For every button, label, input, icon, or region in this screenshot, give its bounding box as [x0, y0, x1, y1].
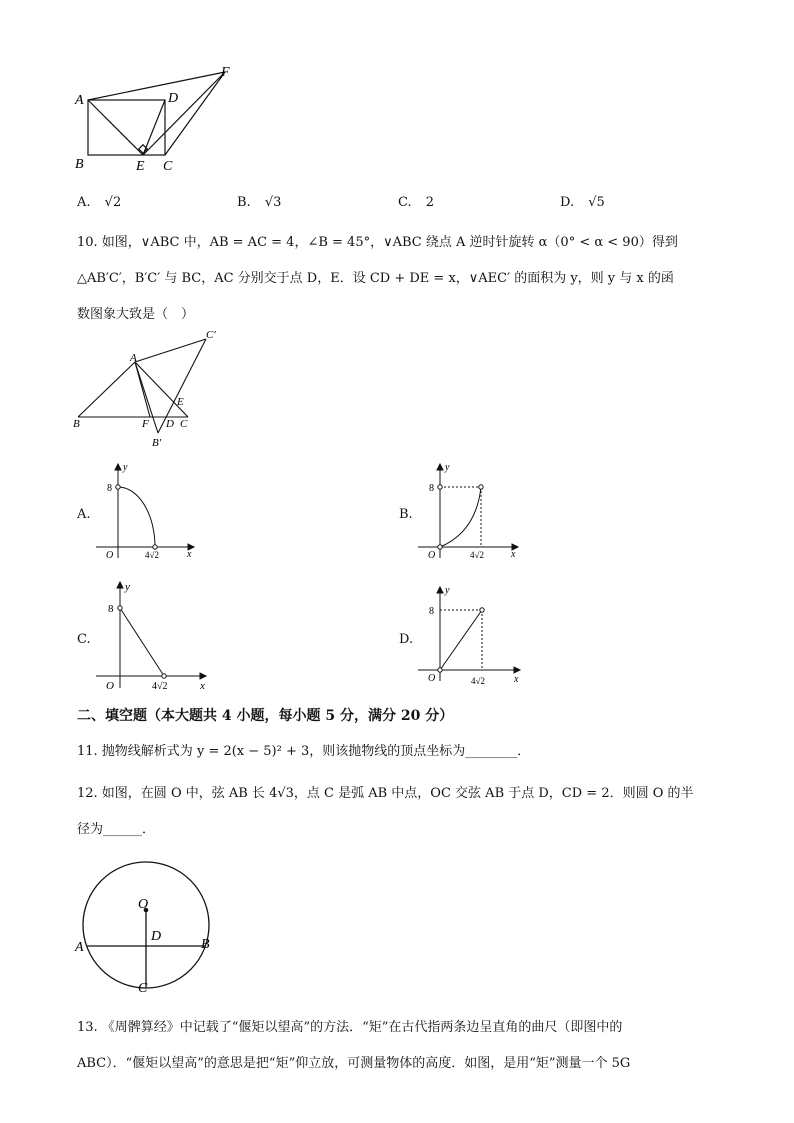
q10-line-2: △AB′C′，B′C′ 与 BC，AC 分别交于点 D，E．设 CD + DE = x，∨AEC′ 的面积为 y，则 y 与 x 的函	[77, 271, 674, 286]
x-tick-label: 4√2	[470, 550, 484, 560]
x-axis-label: x	[200, 680, 205, 692]
y-tick-label: 8	[108, 603, 114, 615]
q13-line-1: 13. 《周髀算经》中记载了“偃矩以望高”的方法．“矩”在古代指两条边呈直角的曲尺（即图中的	[77, 1020, 623, 1035]
option-value: √5	[588, 195, 605, 210]
fig12-label-a: A	[75, 940, 84, 955]
q12-figure	[70, 850, 230, 1000]
fig9-label-e: E	[136, 159, 145, 174]
q9-option-c[interactable]	[398, 195, 434, 210]
x-axis-label: x	[511, 549, 516, 560]
option-value: 2	[425, 195, 435, 210]
y-axis-label: y	[445, 462, 450, 473]
origin-label: O	[106, 680, 114, 692]
q10-figure	[70, 325, 230, 455]
option-letter: A.	[77, 195, 91, 210]
x-tick-label: 4√2	[152, 681, 168, 692]
x-axis-label: x	[187, 549, 192, 560]
option-value: √2	[104, 195, 122, 210]
q10-option-b-letter[interactable]: B.	[399, 507, 413, 522]
fig10-label-a: A	[130, 352, 137, 364]
q9-option-b[interactable]	[237, 195, 281, 210]
fig9-label-b: B	[75, 157, 84, 172]
fig12-label-d: D	[151, 929, 162, 944]
x-axis-label: x	[514, 674, 519, 685]
option-value: √3	[264, 195, 282, 210]
y-axis-label: y	[445, 585, 450, 596]
x-tick-label: 4√2	[471, 676, 485, 686]
y-tick-label: 8	[107, 483, 112, 494]
q10-option-a-graph[interactable]	[92, 460, 202, 560]
fig9-label-a: A	[75, 93, 84, 108]
origin-label: O	[428, 673, 436, 684]
fig10-label-d: D	[166, 418, 174, 430]
fig10-label-cprime: C′	[206, 329, 216, 341]
q10-option-d-graph[interactable]	[414, 583, 526, 688]
fig10-label-f: F	[142, 418, 149, 430]
origin-label: O	[106, 550, 114, 560]
q12-line-2: 径为______．	[77, 822, 156, 837]
section-heading: 二、填空题（本大题共 4 小题，每小题 5 分，满分 20 分）	[77, 708, 454, 724]
q10-option-a-letter[interactable]: A.	[77, 507, 91, 522]
fig12-label-o: O	[138, 897, 149, 912]
origin-label: O	[428, 550, 436, 560]
fig9-label-f: F	[221, 65, 230, 80]
q10-option-b-graph[interactable]	[414, 460, 524, 560]
x-tick-label: 4√2	[145, 550, 159, 560]
q10-option-c-graph[interactable]	[92, 578, 212, 693]
option-letter: C.	[398, 195, 412, 210]
q10-line-1: 10. 如图，∨ABC 中，AB = AC = 4，∠B = 45°，∨ABC 绕点 A 逆时针旋转 α（0° < α < 90）得到	[77, 235, 678, 250]
q10-option-d-letter[interactable]: D.	[399, 632, 414, 647]
fig12-label-c: C	[138, 981, 148, 996]
fig10-label-e: E	[177, 396, 184, 408]
fig12-label-b: B	[201, 937, 210, 952]
q11-text: 11. 抛物线解析式为 y = 2(x − 5)² + 3，则该抛物线的顶点坐标为________．	[77, 744, 531, 759]
y-tick-label: 8	[429, 606, 434, 617]
fig10-label-b: B	[73, 418, 80, 430]
q10-line-3: 数图象大致是（ ）	[77, 307, 195, 322]
option-letter: D.	[560, 195, 575, 210]
y-tick-label: 8	[429, 483, 434, 494]
y-axis-label: y	[123, 462, 128, 473]
fig10-label-c: C	[180, 418, 188, 430]
option-letter: B.	[237, 195, 251, 210]
fig9-label-d: D	[168, 91, 179, 106]
fig9-label-c: C	[163, 159, 173, 174]
q12-line-1: 12. 如图，在圆 O 中，弦 AB 长 4√3，点 C 是弧 AB 中点，OC 交弦 AB 于点 D，CD = 2．则圆 O 的半	[77, 786, 694, 801]
y-axis-label: y	[125, 581, 130, 593]
q10-option-c-letter[interactable]: C.	[77, 632, 91, 647]
fig10-label-bprime: B′	[152, 437, 162, 449]
q9-option-d[interactable]	[560, 195, 605, 210]
q9-figure	[70, 60, 250, 175]
q13-line-2: ABC）．“偃矩以望高”的意思是把“矩”仰立放，可测量物体的高度．如图，是用“矩”测量一个 5G	[77, 1056, 631, 1071]
q9-option-a[interactable]	[77, 195, 121, 210]
